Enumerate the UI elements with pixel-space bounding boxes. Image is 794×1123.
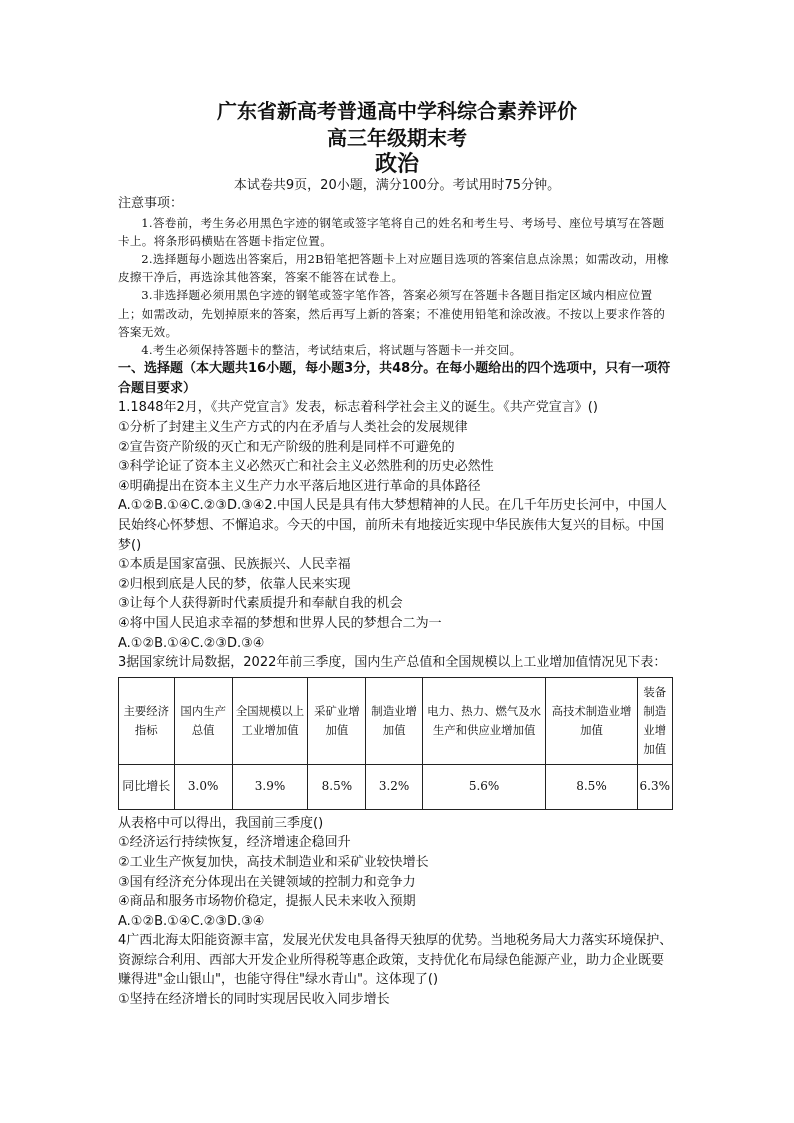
question-1-stem: 1.1848年2月，《共产党宣言》发表，标志着科学社会主义的诞生。《共产党宣言》() bbox=[118, 400, 598, 416]
table-column-header: 全国规模以上工业增加值 bbox=[232, 677, 308, 764]
notice-item: 3.非选择题必须用黑色字迹的钢笔或签字笔作答，答案必须写在答题卡各题目指定区域内相应位置上；如需改动，先划掉原来的答案，然后再写上新的答案；不准使用铅笔和涂改液。不按以上要求作答的答案无效。 bbox=[118, 288, 666, 339]
question-2-option: ④将中国人民追求幸福的梦想和世界人民的梦想合二为一 bbox=[118, 615, 442, 631]
question-3-option: ①经济运行持续恢复，经济增速企稳回升 bbox=[118, 835, 351, 851]
section-heading: 一、选择题（本大题共16小题，每小题3分，共48分。在每小题给出的四个选项中，只有一项符合题目要求） bbox=[118, 361, 671, 396]
table-row-header: 主要经济指标 bbox=[119, 677, 175, 764]
notice-list bbox=[118, 214, 673, 360]
question-2-option: ③让每个人获得新时代素质提升和奉献自我的机会 bbox=[118, 596, 403, 612]
exam-info: 本试卷共9页，20小题，满分100分。考试用时75分钟。 bbox=[233, 178, 561, 193]
table-cell: 6.3% bbox=[637, 764, 673, 809]
question-3-option: ④商品和服务市场物价稳定，提振人民未来收入预期 bbox=[118, 894, 416, 910]
notice-item: 1.答卷前，考生务必用黑色字迹的钢笔或签字笔将自己的姓名和考生号、考场号、座位号填写在答题卡上。将条形码横贴在答题卡指定位置。 bbox=[118, 215, 665, 248]
exam-title: 广东省新高考普通高中学科综合素养评价 bbox=[217, 99, 577, 123]
table-column-header: 高技术制造业增加值 bbox=[546, 677, 637, 764]
exam-content bbox=[118, 194, 673, 1010]
question-3-option: ③国有经济充分体现出在关键领域的控制力和竞争力 bbox=[118, 874, 416, 890]
table-column-header: 采矿业增加值 bbox=[308, 677, 366, 764]
table-cell: 3.0% bbox=[174, 764, 232, 809]
question-4-stem: 4广西北海太阳能资源丰富，发展光伏发电具备得天独厚的优势。当地税务局大力落实环境保护、资源综合利用、西部大开发企业所得税等惠企政策，支持优化布局绿色能源产业，助力企业既要赚得进"金山银山"，也能守得住"绿水青山"。这体现了() bbox=[118, 933, 673, 988]
question-1-option: ③科学论证了资本主义必然灭亡和社会主义必然胜利的历史必然性 bbox=[118, 459, 494, 475]
question-1-option: ②宣告资产阶级的灭亡和无产阶级的胜利是同样不可避免的 bbox=[118, 439, 455, 455]
table-column-header: 电力、热力、燃气及水生产和供应业增加值 bbox=[422, 677, 546, 764]
question-3-option: ②工业生产恢复加快，高技术制造业和采矿业较快增长 bbox=[118, 854, 429, 870]
table-column-header: 国内生产总值 bbox=[174, 677, 232, 764]
table-column-header: 制造业增加值 bbox=[366, 677, 422, 764]
notice-item: 2.选择题每小题选出答案后，用2B铅笔把答题卡上对应题目选项的答案信息点涂黑；如需改动，用橡皮擦干净后，再选涂其他答案，答案不能答在试卷上。 bbox=[118, 252, 669, 285]
notice-heading: 注意事项： bbox=[118, 196, 184, 211]
exam-subject: 政治 bbox=[374, 151, 419, 177]
question-3-choices: A.①②B.①④C.②③D.③④ bbox=[118, 913, 265, 929]
question-3-stem: 3据国家统计局数据，2022年前三季度，国内生产总值和全国规模以上工业增加值情况见下表： bbox=[118, 655, 667, 671]
table-cell: 8.5% bbox=[308, 764, 366, 809]
question-1-choices-question-2-stem: A.①②B.①④C.②③D.③④2.中国人民是具有伟大梦想精神的人民。在几千年历史长河中，中国人民始终心怀梦想、不懈追求。今天的中国，前所未有地接近实现中华民族伟大复兴的目标。中国梦() bbox=[118, 498, 667, 553]
table-cell: 8.5% bbox=[546, 764, 637, 809]
question-3-question: 从表格中可以得出，我国前三季度() bbox=[118, 815, 324, 831]
table-header-row bbox=[119, 677, 673, 764]
table-row bbox=[119, 764, 673, 809]
table-row-label: 同比增长 bbox=[119, 764, 175, 809]
question-4-option: ①坚持在经济增长的同时实现居民收入同步增长 bbox=[118, 992, 390, 1008]
question-2-choices: A.①②B.①④C.②③D.③④ bbox=[118, 635, 265, 651]
question-1-option: ①分析了封建主义生产方式的内在矛盾与人类社会的发展规律 bbox=[118, 420, 468, 435]
question-2-option: ①本质是国家富强、民族振兴、人民幸福 bbox=[118, 557, 351, 573]
table-cell: 3.2% bbox=[366, 764, 422, 809]
question-2-option: ②归根到底是人民的梦，依靠人民来实现 bbox=[118, 576, 351, 592]
exam-grade: 高三年级期末考 bbox=[327, 126, 467, 150]
notice-item: 4.考生必须保持答题卡的整洁，考试结束后，将试题与答题卡一并交回。 bbox=[141, 343, 522, 358]
economic-data-table bbox=[118, 677, 673, 810]
table-column-header: 装备制造业增加值 bbox=[637, 677, 673, 764]
question-1-option: ④明确提出在资本主义生产力水平落后地区进行革命的具体路径 bbox=[118, 478, 481, 494]
table-cell: 3.9% bbox=[232, 764, 308, 809]
table-cell: 5.6% bbox=[422, 764, 546, 809]
